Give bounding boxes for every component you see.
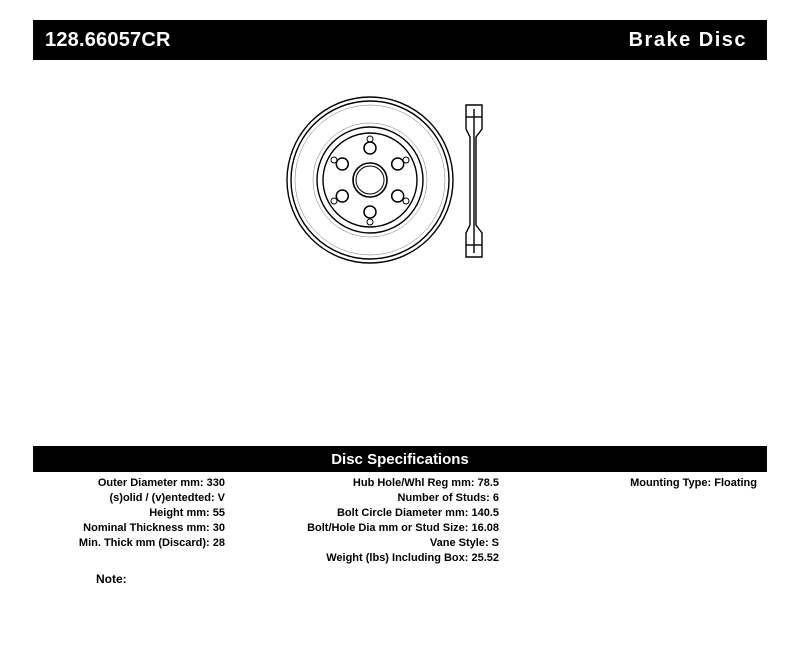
- rotor-hat-outer: [323, 133, 417, 227]
- spec-table: [33, 476, 767, 566]
- spec-item: Bolt/Hole Dia mm or Stud Size: 16.08: [307, 522, 499, 534]
- spec-item: Weight (lbs) Including Box: 25.52: [326, 552, 499, 564]
- rotor-outer-edge-inner: [291, 101, 449, 259]
- spec-title: Disc Specifications: [331, 450, 469, 468]
- spec-item: Bolt Circle Diameter mm: 140.5: [336, 507, 499, 519]
- rotor-friction-band-inner: [317, 127, 423, 233]
- spec-item: Height mm: 55: [149, 507, 225, 519]
- spec-item: Vane Style: S: [429, 537, 499, 549]
- part-number: 128.66057CR: [45, 28, 171, 51]
- spec-item: (s)olid / (v)entedted: V: [109, 492, 225, 504]
- spec-column-right: [499, 476, 767, 491]
- hat-detail-holes: [331, 136, 409, 225]
- rotor-edge-view: [466, 105, 482, 257]
- spec-column-middle: [225, 476, 499, 566]
- spec-item: Outer Diameter mm: 330: [97, 477, 225, 489]
- spec-item: Min. Thick mm (Discard): 28: [78, 537, 225, 549]
- note-label: Note:: [96, 572, 127, 586]
- hub-pilot-hole-inner: [356, 166, 384, 194]
- spec-column-left: [33, 476, 225, 551]
- header-bar: [33, 20, 767, 60]
- spec-item: Number of Studs: 6: [397, 492, 499, 504]
- spec-item: Nominal Thickness mm: 30: [83, 522, 225, 534]
- spec-header-bar: [33, 446, 767, 472]
- hub-pilot-hole: [353, 163, 387, 197]
- product-type-label: Brake Disc: [628, 28, 747, 51]
- product-drawing: [270, 85, 550, 285]
- brake-disc-drawing-svg: [270, 85, 550, 285]
- stud-holes: [336, 142, 403, 218]
- spec-item: Mounting Type: Floating: [630, 477, 757, 489]
- spec-item: Hub Hole/Whl Reg mm: 78.5: [352, 477, 499, 489]
- rotor-outer-edge: [287, 97, 453, 263]
